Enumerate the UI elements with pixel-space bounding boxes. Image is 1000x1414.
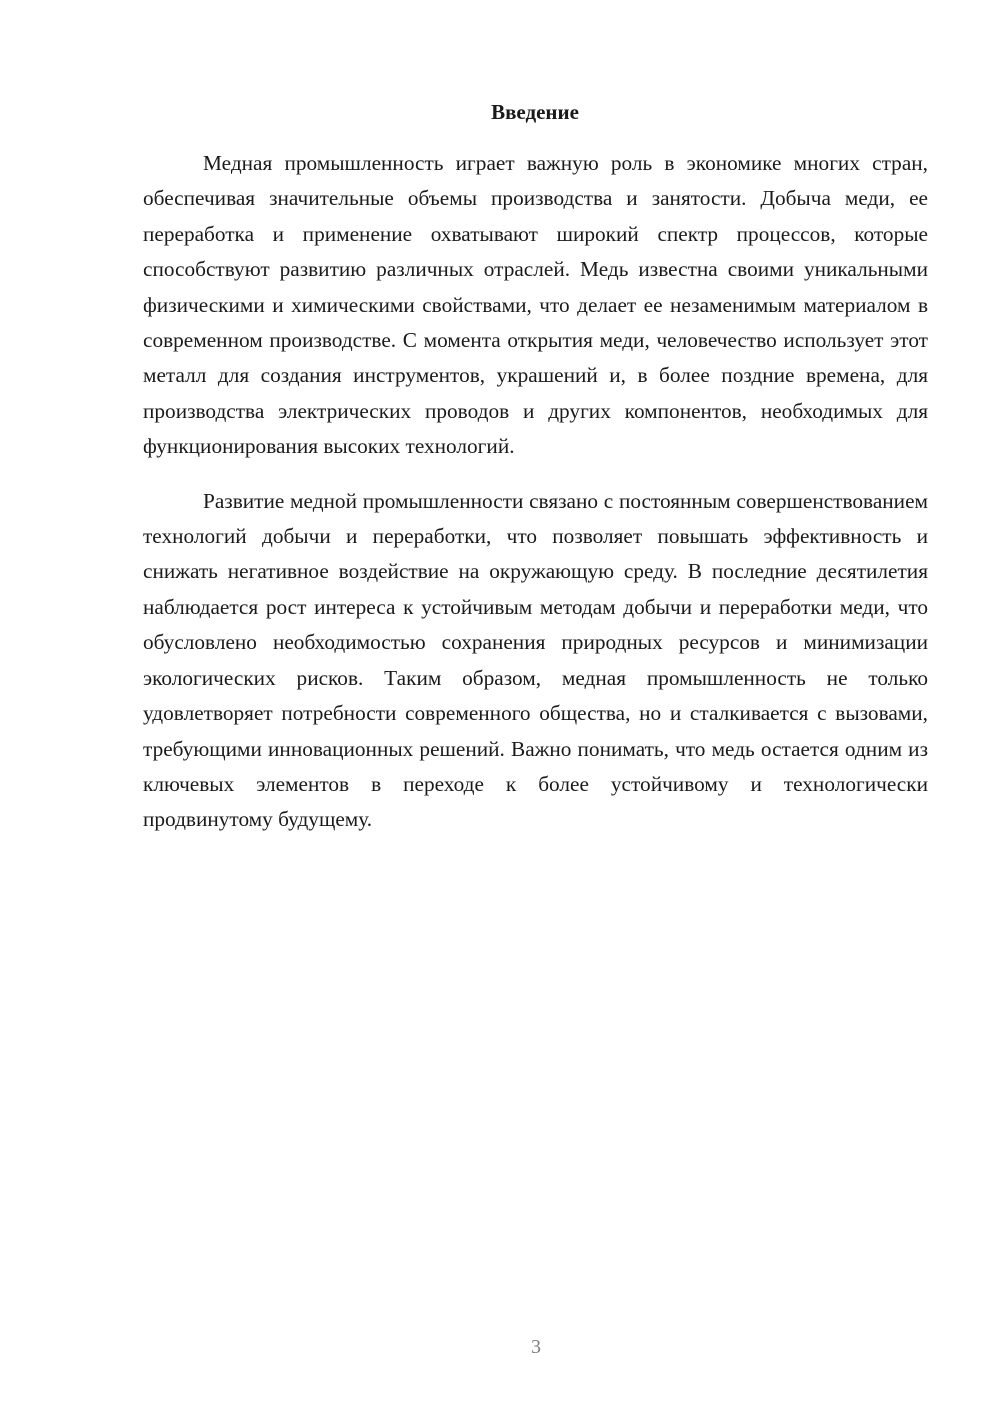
- section-title: Введение: [491, 100, 579, 124]
- body-text: [143, 146, 928, 838]
- paragraph-2: Развитие медной промышленности связано с постоянным совершенствованием технологий добычи и переработки, что позволяет повышать эффективность и снижать негативное воздействие на окружающую среду. В последние десятилетия наблюдается рост интереса к устойчивым методам добычи и переработки меди, что обусловлено необходимостью сохранения природных ресурсов и минимизации экологических рисков. Таким образом, медная промышленность не только удовлетворяет потребности современного общества, но и сталкивается с вызовами, требующими инновационных решений. Важно понимать, что медь остается одним из ключевых элементов в переходе к более устойчивому и технологически продвинутому будущему.: [143, 488, 928, 832]
- page-number: 3: [531, 1336, 541, 1358]
- paragraph-1: Медная промышленность играет важную роль в экономике многих стран, обеспечивая значительные объемы производства и занятости. Добыча меди, ее переработка и применение охватывают широкий спектр процессов, которые способствуют развитию различных отраслей. Медь известна своими уникальными физическими и химическими свойствами, что делает ее незаменимым материалом в современном производстве. С момента открытия меди, человечество использует этот металл для создания инструментов, украшений и, в более поздние времена, для производства электрических проводов и других компонентов, необходимых для функционирования высоких технологий.: [143, 151, 928, 459]
